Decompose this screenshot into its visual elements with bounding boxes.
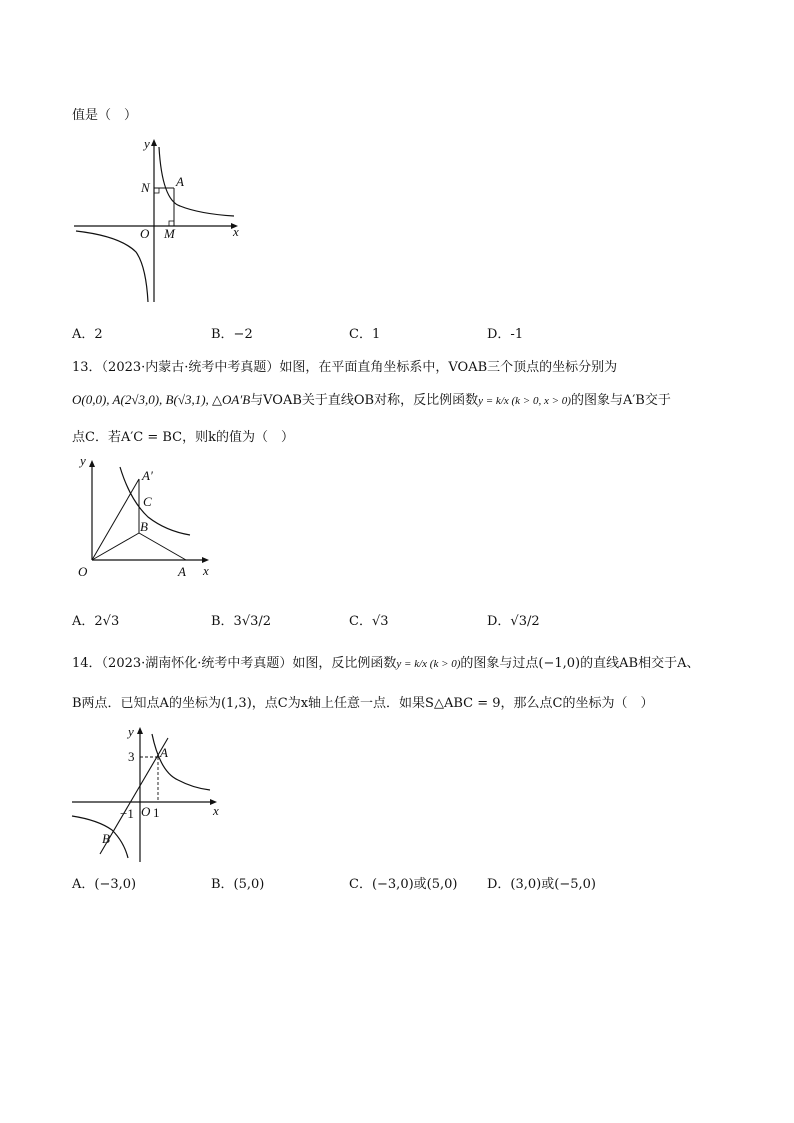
q13-stem-line2 [72, 389, 671, 408]
q12-label-M: M [164, 226, 175, 241]
q12-right-angle-N [154, 188, 159, 193]
q14-stem-line2: B两点．已知点A的坐标为(1,3)，点C为x轴上任意一点．如果S△ABC = 9，那么点C的坐标为（ ） [72, 696, 654, 711]
q12-label-y: y [144, 136, 150, 151]
q13-segment-OA-prime [92, 479, 139, 560]
q14-option-c[interactable]: C．(−3,0)或(5,0) [349, 877, 458, 892]
q14-option-b[interactable]: B．(5,0) [211, 877, 265, 892]
q13-option-a[interactable]: A．2√3 [72, 614, 120, 629]
q14-stem-line1 [72, 652, 699, 671]
q14-hyperbola-upper [152, 734, 210, 790]
q14-label-3: 3 [128, 749, 135, 764]
q13-segment-BA [139, 533, 186, 560]
q14-label-1: 1 [153, 805, 160, 820]
q13-label-C: C [143, 494, 152, 509]
q13-stem-mid: 与VOAB关于直线OB对称，反比例函数 [250, 393, 479, 408]
q13-label-O: O [78, 564, 88, 579]
q12-hyperbola-lower [76, 231, 148, 302]
q14-hyperbola-lower [72, 816, 128, 858]
q14-figure [68, 724, 228, 864]
q12-option-b[interactable]: B．−2 [211, 327, 253, 342]
q12-label-N: N [141, 180, 150, 195]
q13-figure [70, 455, 220, 585]
q14-label-minus-1: −1 [120, 806, 134, 821]
q14-label-B: B [102, 831, 110, 846]
q13-y-arrow [89, 460, 95, 467]
q12-option-d[interactable]: D．-1 [487, 327, 524, 342]
q12-label-x: x [233, 224, 239, 239]
q13-label-x: x [203, 563, 209, 578]
q14-option-a[interactable]: A．(−3,0) [72, 877, 137, 892]
q14-stem-head: 14．（2023·湖南怀化·统考中考真题）如图，反比例函数 [72, 656, 397, 671]
q13-stem-line3: 点C．若A′C = BC，则k的值为（ ） [72, 430, 295, 445]
q13-label-y: y [80, 453, 86, 468]
q14-option-d[interactable]: D．(3,0)或(−5,0) [487, 877, 596, 892]
q12-label-O: O [140, 226, 150, 241]
q13-label-B: B [140, 519, 148, 534]
q13-coords: O(0,0), A(2√3,0), B(√3,1), △OA′B [72, 392, 251, 407]
q14-label-A: A [160, 745, 168, 760]
q14-stem-tail: 的图象与过点(−1,0)的直线AB相交于A、 [460, 656, 700, 671]
q13-option-c[interactable]: C．√3 [349, 614, 389, 629]
q12-tail-text: 值是（ ） [72, 108, 138, 123]
q12-label-A: A [176, 174, 184, 189]
q12-hyperbola-upper [159, 147, 234, 216]
q13-stem-tail: 的图象与A′B交于 [570, 393, 671, 408]
q14-function: y = k/x (k > 0) [396, 658, 461, 670]
q12-option-c[interactable]: C．1 [349, 327, 381, 342]
q12-y-arrow [151, 139, 157, 146]
q14-label-y: y [128, 724, 134, 739]
q13-segment-OB [92, 533, 139, 560]
q13-label-A-prime: A′ [142, 468, 153, 483]
q13-hyperbola [120, 467, 190, 535]
q12-option-a[interactable]: A．2 [72, 327, 103, 342]
q13-option-b[interactable]: B．3√3/2 [211, 614, 272, 629]
q13-label-A: A [178, 564, 186, 579]
q13-option-d[interactable]: D．√3/2 [487, 614, 540, 629]
q13-stem-line1: 13．（2023·内蒙古·统考中考真题）如图，在平面直角坐标系中，VOAB三个顶点的坐标分别为 [72, 360, 618, 375]
q14-label-O: O [141, 804, 151, 819]
q13-function: y = k/x (k > 0, x > 0) [478, 395, 571, 407]
q14-label-x: x [213, 803, 219, 818]
q12-figure [60, 130, 260, 310]
q14-y-arrow [137, 727, 143, 734]
